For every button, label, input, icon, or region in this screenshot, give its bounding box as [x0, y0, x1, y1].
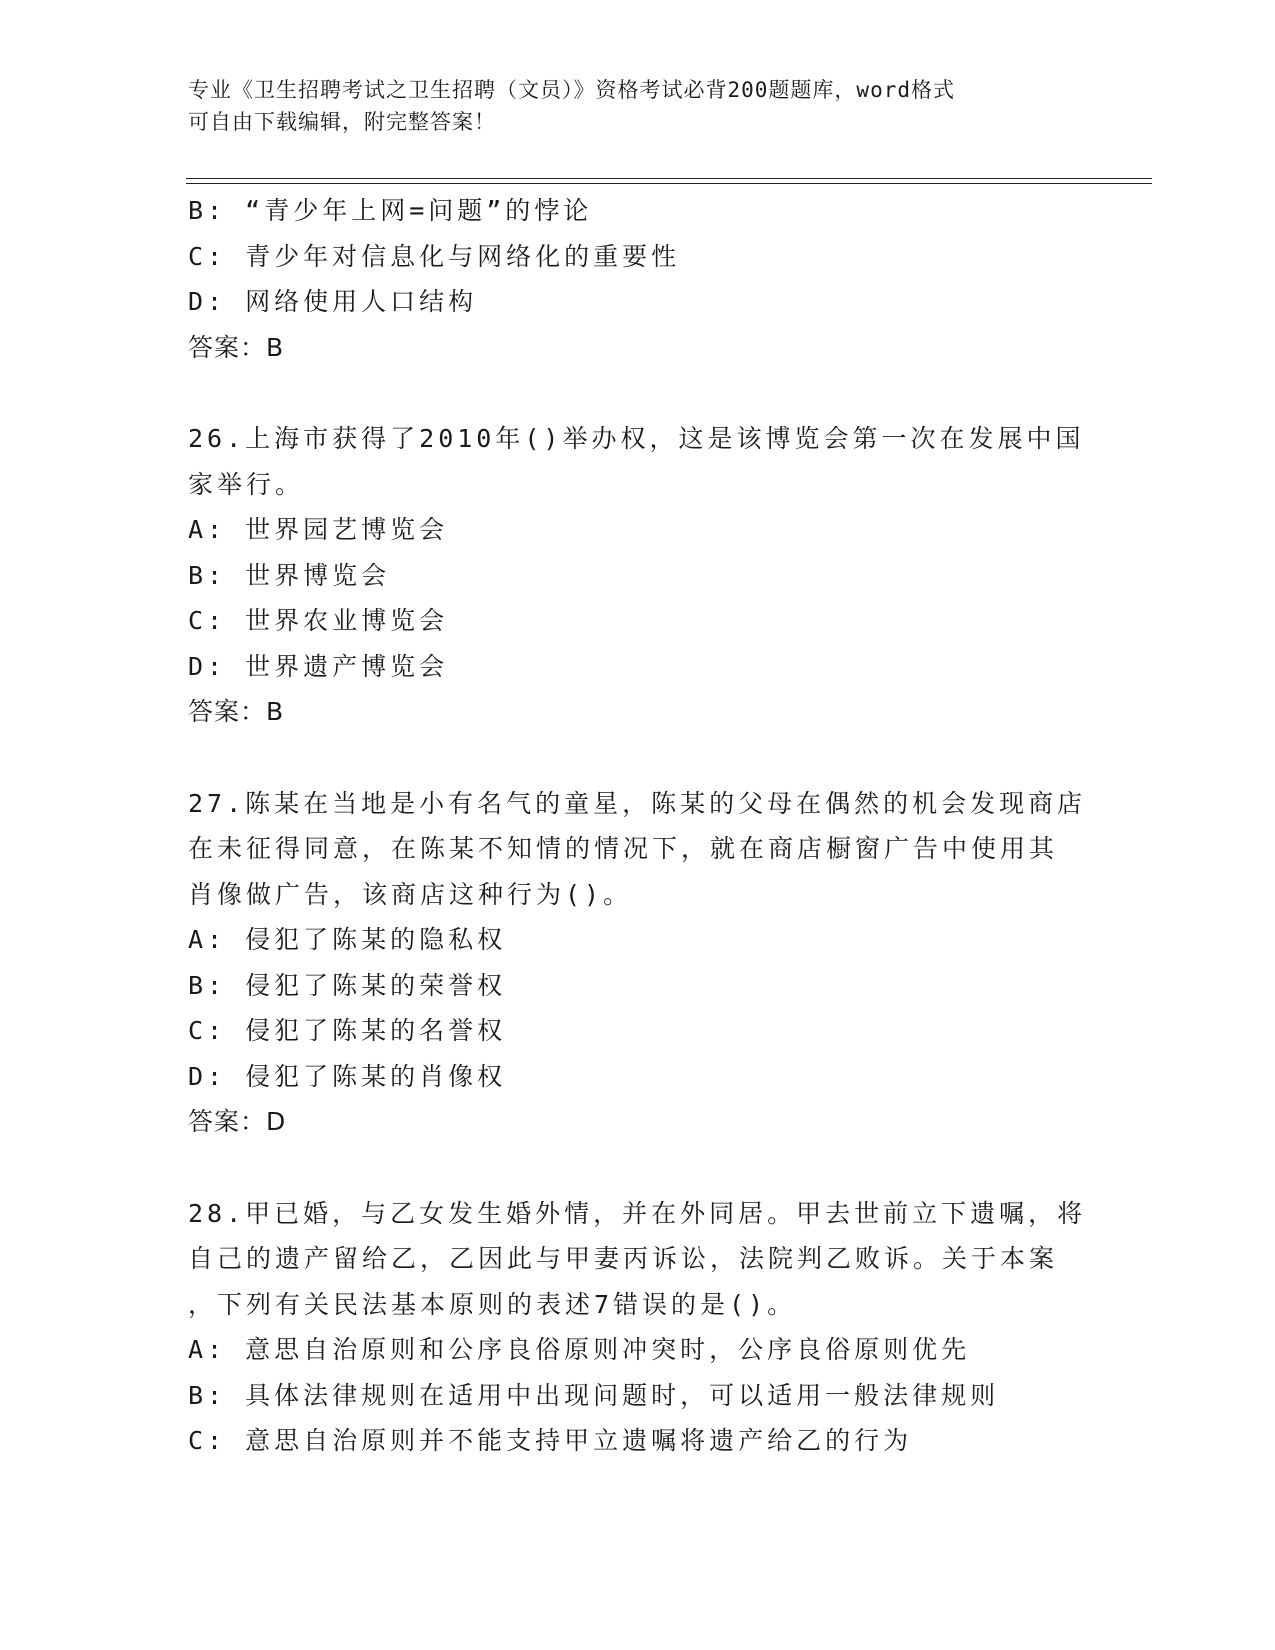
option-d: D: 网络使用人口结构 [188, 287, 478, 316]
option-d: D: 侵犯了陈某的肖像权 [188, 1061, 507, 1091]
option-b: B: 侵犯了陈某的荣誉权 [188, 970, 507, 1000]
question-27 [188, 781, 1088, 1145]
header-divider-top [186, 178, 1152, 179]
option-c: C: 意思自治原则并不能支持甲立遗嘱将遗产给乙的行为 [188, 1426, 913, 1455]
answer: 答案：D [188, 1107, 287, 1136]
question-28 [188, 1191, 1088, 1464]
question-stem-line: 肖像做广告，该商店这种行为()。 [188, 879, 633, 909]
option-c: C: 世界农业博览会 [188, 606, 449, 635]
document-header [188, 74, 1088, 138]
option-a: A: 意思自治原则和公序良俗原则冲突时，公序良俗原则优先 [188, 1335, 971, 1364]
question-spacer [188, 1145, 1088, 1191]
header-line-1: 专业《卫生招聘考试之卫生招聘（文员）》资格考试必背200题题库，word格式 [188, 78, 955, 102]
option-b: B: 具体法律规则在适用中出现问题时，可以适用一般法律规则 [188, 1380, 1000, 1410]
header-divider-bottom [186, 183, 1152, 184]
option-a: A: 侵犯了陈某的隐私权 [188, 925, 507, 954]
question-spacer [188, 735, 1088, 781]
answer: 答案：B [188, 697, 285, 726]
question-spacer [188, 370, 1088, 416]
question-stem-line: 家举行。 [188, 469, 305, 499]
question-list [188, 188, 1088, 1464]
option-d: D: 世界遗产博览会 [188, 651, 449, 681]
answer: 答案：B [188, 332, 285, 362]
option-c: C: 侵犯了陈某的名誉权 [188, 1016, 507, 1045]
option-b: B: 世界博览会 [188, 560, 391, 590]
question-26 [188, 416, 1088, 735]
header-line-2: 可自由下载编辑，附完整答案！ [188, 110, 496, 134]
option-a: A: 世界园艺博览会 [188, 515, 449, 544]
question-25 [188, 188, 1088, 370]
question-stem-line: ，下列有关民法基本原则的表述7错误的是()。 [188, 1289, 797, 1319]
option-c: C: 青少年对信息化与网络化的重要性 [188, 241, 681, 271]
option-b: B: “青少年上网=问题”的悖论 [188, 196, 593, 225]
question-stem-line: 26.上海市获得了2010年()举办权，这是该博览会第一次在发展中国 [188, 424, 1085, 453]
question-stem-line: 28.甲已婚，与乙女发生婚外情，并在外同居。甲去世前立下遗嘱，将 [188, 1198, 1087, 1228]
question-stem-line: 在未征得同意，在陈某不知情的情况下，就在商店橱窗广告中使用其 [188, 834, 1059, 863]
question-stem-line: 自己的遗产留给乙，乙因此与甲妻丙诉讼，法院判乙败诉。关于本案 [188, 1244, 1059, 1273]
question-stem-line: 27.陈某在当地是小有名气的童星，陈某的父母在偶然的机会发现商店 [188, 788, 1087, 818]
